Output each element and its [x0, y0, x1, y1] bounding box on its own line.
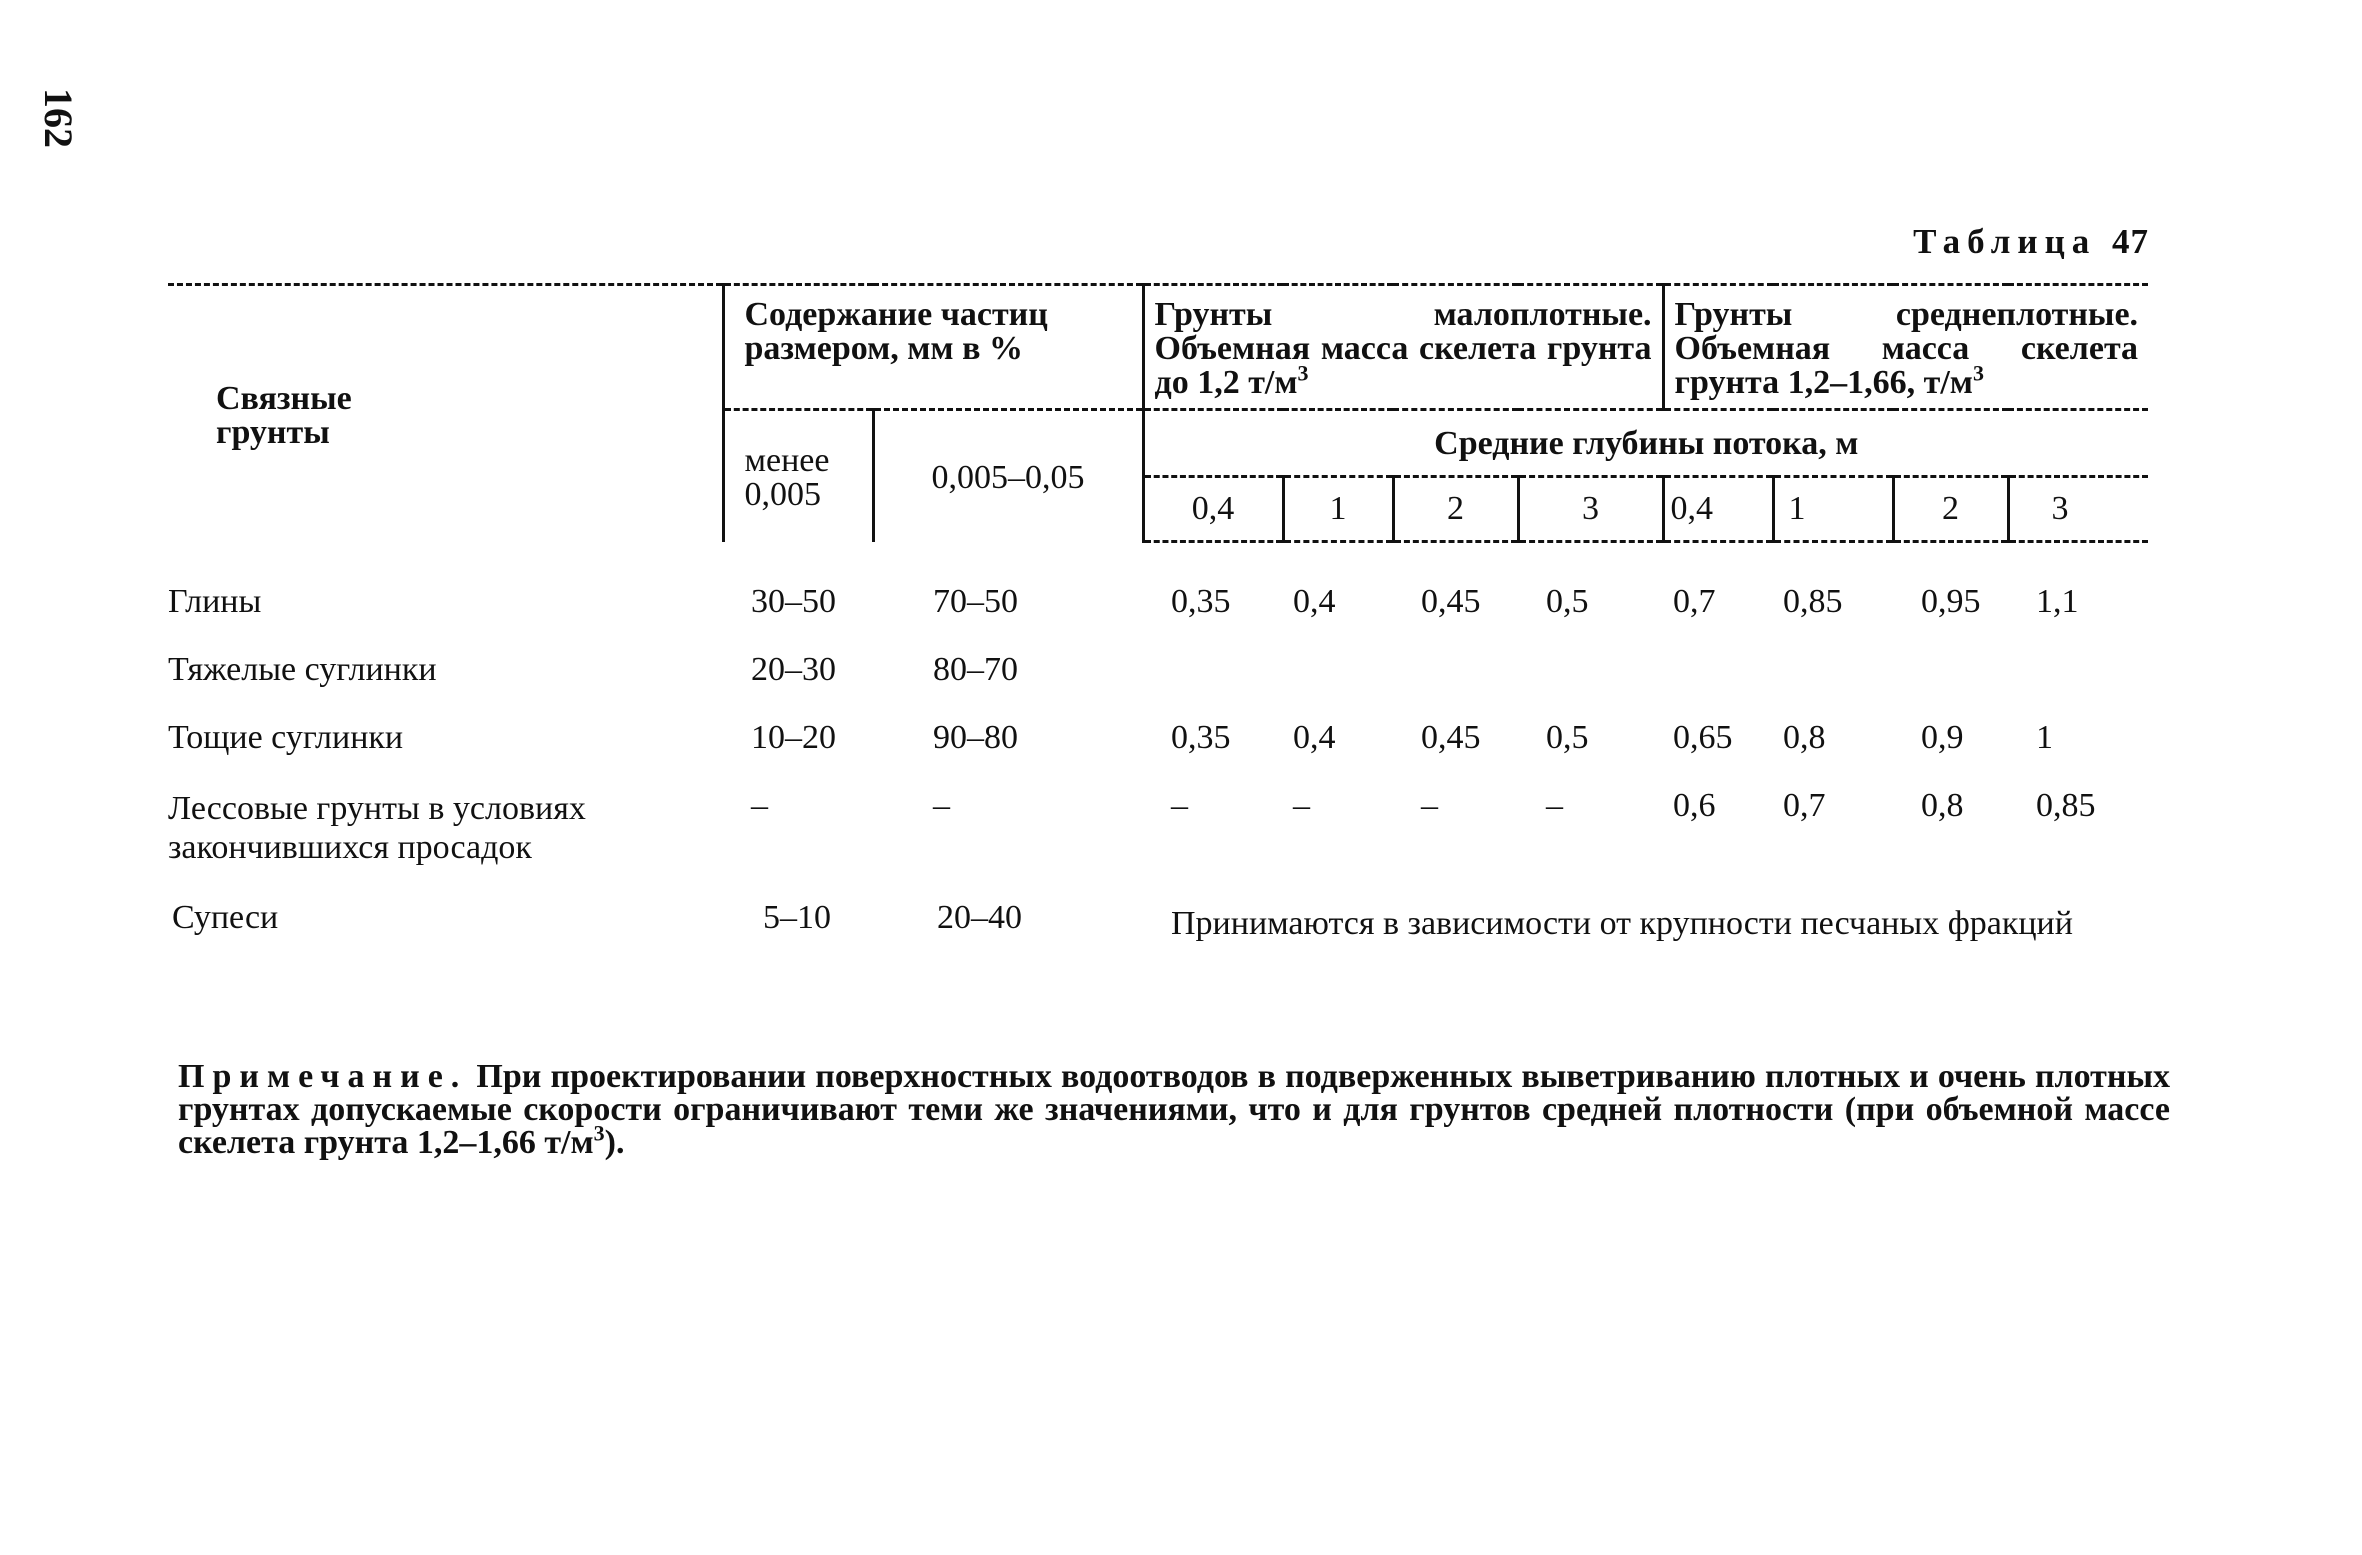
table-footnote — [178, 1060, 2170, 1159]
header-depth-cell: 3 — [1518, 477, 1663, 542]
row-mid: 90–80 — [933, 719, 1018, 756]
table-row — [168, 775, 2148, 887]
header-row-1 — [168, 285, 2148, 410]
row-value — [1393, 639, 1518, 707]
row-fine: – — [751, 787, 768, 824]
table-row — [168, 707, 2148, 775]
header-mid-density — [1663, 285, 2148, 410]
row-value: 0,85 — [1783, 583, 1843, 620]
header-depth-cell: 2 — [1893, 477, 2008, 542]
soil-velocity-table — [168, 283, 2148, 961]
row-value: 0,8 — [1921, 787, 1964, 824]
row-value: – — [1421, 787, 1438, 824]
row-value — [1518, 639, 1663, 707]
row-value: 0,45 — [1421, 719, 1481, 756]
table-row — [168, 639, 2148, 707]
row-name: Лессовые грунты в условиях закончившихся просадок — [168, 790, 586, 867]
row-value: – — [1171, 787, 1188, 824]
header-depth-cell: 1 — [1773, 477, 1893, 542]
footnote-text: При проектировании поверхностных водоотводов в подверженных выветриванию плотных и очень плотных грунтах допускаемые скорости ограничивают теми же значениями, что и для грунтов средней плотности (при объемной массе скелета грунта 1,2–1,66 т/м — [178, 1058, 2171, 1161]
row-value: 0,7 — [1783, 787, 1826, 824]
header-low-density — [1143, 285, 1663, 410]
row-value: 0,35 — [1171, 583, 1231, 620]
row-value: 0,5 — [1546, 719, 1589, 756]
spacer-row — [168, 542, 2148, 572]
header-low-density-sup: 3 — [1297, 360, 1309, 386]
header-particle-content: Содержание частиц размером, мм в % — [723, 285, 1143, 410]
row-value: 0,65 — [1673, 719, 1733, 756]
table-row — [168, 887, 2148, 961]
row-note: Принимаются в зависимости от крупности песчаных фракций — [1171, 905, 2073, 943]
header-mid-density-text: Грунты среднеплотные. Объемная масса скелета грунта 1,2–1,66, т/м — [1674, 296, 2139, 401]
header-depth-cell: 0,4 — [1143, 477, 1283, 542]
header-depth-cell: 0,4 — [1663, 477, 1773, 542]
row-value: 0,7 — [1673, 583, 1716, 620]
row-value: 0,4 — [1293, 719, 1336, 756]
row-value: 1,1 — [2036, 583, 2079, 620]
row-value: 0,8 — [1783, 719, 1826, 756]
row-mid: – — [933, 787, 950, 824]
row-fine: 10–20 — [751, 719, 836, 756]
row-value: 0,9 — [1921, 719, 1964, 756]
row-name: Тощие суглинки — [168, 719, 404, 756]
page-number: 162 — [36, 88, 81, 148]
row-name: Тяжелые суглинки — [168, 651, 437, 688]
header-depth-label: Средние глубины потока, м — [1143, 410, 2148, 477]
header-soil-type: Связные грунты — [168, 285, 723, 542]
row-value — [1773, 639, 1893, 707]
row-value: – — [1293, 787, 1310, 824]
row-mid: 80–70 — [933, 651, 1018, 688]
row-value: 0,35 — [1171, 719, 1231, 756]
header-depth-cell: 2 — [1393, 477, 1518, 542]
row-value — [1283, 639, 1393, 707]
row-value — [1663, 639, 1773, 707]
row-mid: 70–50 — [933, 583, 1018, 620]
row-value: 0,95 — [1921, 583, 1981, 620]
footnote-tail: ). — [604, 1124, 625, 1161]
row-mid: 20–40 — [937, 899, 1022, 937]
row-fine: 30–50 — [751, 583, 836, 620]
header-depth-cell: 3 — [2008, 477, 2148, 542]
row-value: 0,5 — [1546, 583, 1589, 620]
row-value: 0,6 — [1673, 787, 1716, 824]
header-mid-density-sup: 3 — [1972, 360, 1984, 386]
header-low-density-text: Грунты малоплотные. Объемная масса скелета грунта до 1,2 т/м — [1154, 296, 1652, 401]
header-particles-mid: 0,005–0,05 — [873, 410, 1143, 542]
row-value: 0,85 — [2036, 787, 2096, 824]
row-fine: 20–30 — [751, 651, 836, 688]
row-value — [1143, 639, 1283, 707]
table-caption — [1913, 222, 2149, 262]
footnote-lead: Примечание. — [178, 1058, 468, 1095]
table-row — [168, 571, 2148, 639]
header-depth-cell: 1 — [1283, 477, 1393, 542]
header-particles-fine: менее 0,005 — [723, 410, 873, 542]
table-caption-label: Таблица — [1913, 222, 2097, 261]
row-value: 0,4 — [1293, 583, 1336, 620]
row-name: Глины — [168, 583, 262, 620]
table-caption-number: 47 — [2112, 222, 2149, 261]
row-value: 0,45 — [1421, 583, 1481, 620]
row-value: – — [1546, 787, 1563, 824]
row-value — [2008, 639, 2148, 707]
row-value: 1 — [2036, 719, 2054, 756]
row-name: Супеси — [172, 899, 279, 937]
row-value — [1893, 639, 2008, 707]
row-fine: 5–10 — [763, 899, 831, 937]
footnote-sup: 3 — [593, 1120, 605, 1146]
